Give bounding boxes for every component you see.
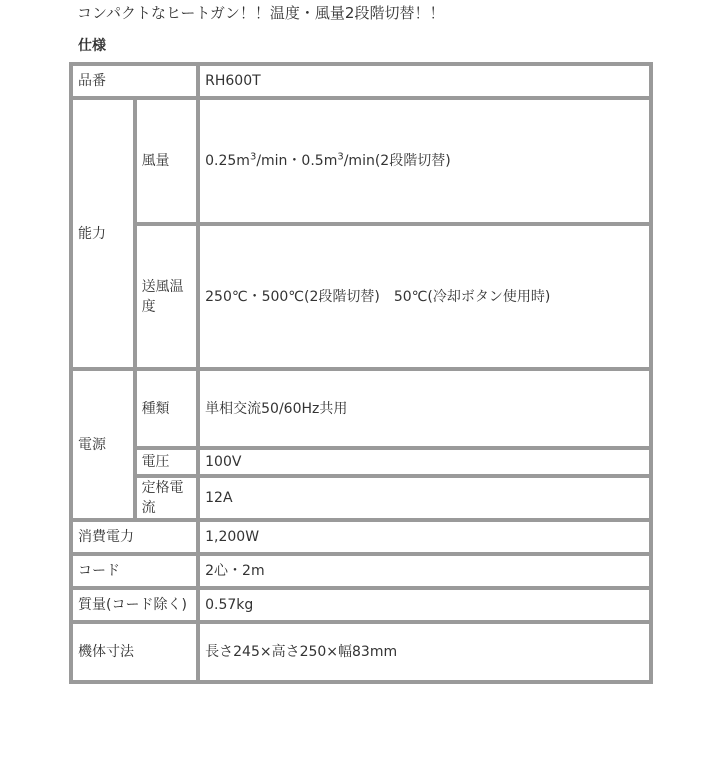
- table-row: [71, 448, 651, 476]
- cord-label: コード: [71, 554, 198, 588]
- airflow-superscript: 3: [249, 151, 257, 163]
- type-label: 種類: [135, 369, 199, 448]
- dimensions-value: 長さ245×高さ250×幅83mm: [198, 622, 651, 682]
- model-value: RH600T: [198, 64, 651, 98]
- airflow-value-part: /min・0.5m: [256, 153, 338, 169]
- spec-heading: 仕様: [78, 38, 106, 54]
- voltage-value: 100V: [198, 448, 651, 476]
- table-row: [71, 476, 651, 520]
- current-value: 12A: [198, 476, 651, 520]
- consumption-value: 1,200W: [198, 520, 651, 554]
- airflow-value: [198, 98, 651, 224]
- weight-label: 質量(コード除く): [71, 588, 198, 622]
- airflow-label: 風量: [135, 98, 199, 224]
- table-row: [71, 369, 651, 448]
- model-label: 品番: [71, 64, 198, 98]
- power-source-label: 電源: [71, 369, 135, 520]
- airflow-value-part: 0.25m: [205, 153, 250, 169]
- table-row: [71, 520, 651, 554]
- spec-table: [69, 62, 653, 684]
- table-row: [71, 98, 651, 224]
- intro-text: コンパクトなヒートガン！！温度・風量2段階切替！！: [77, 4, 445, 22]
- temp-value: 250℃・500℃(2段階切替) 50℃(冷却ボタン使用時): [198, 224, 651, 369]
- airflow-value-part: /min(2段階切替): [343, 153, 451, 169]
- table-row: [71, 622, 651, 682]
- voltage-label: 電圧: [135, 448, 199, 476]
- weight-value: 0.57kg: [198, 588, 651, 622]
- type-value: 単相交流50/60Hz共用: [198, 369, 651, 448]
- airflow-superscript: 3: [337, 151, 344, 163]
- table-row: [71, 64, 651, 98]
- table-row: [71, 554, 651, 588]
- table-row: [71, 224, 651, 369]
- consumption-label: 消費電力: [71, 520, 198, 554]
- temp-label: 送風温度: [135, 224, 199, 369]
- current-label: 定格電流: [135, 476, 199, 520]
- capacity-label: 能力: [71, 98, 135, 369]
- cord-value: 2心・2m: [198, 554, 651, 588]
- dimensions-label: 機体寸法: [71, 622, 198, 682]
- table-row: [71, 588, 651, 622]
